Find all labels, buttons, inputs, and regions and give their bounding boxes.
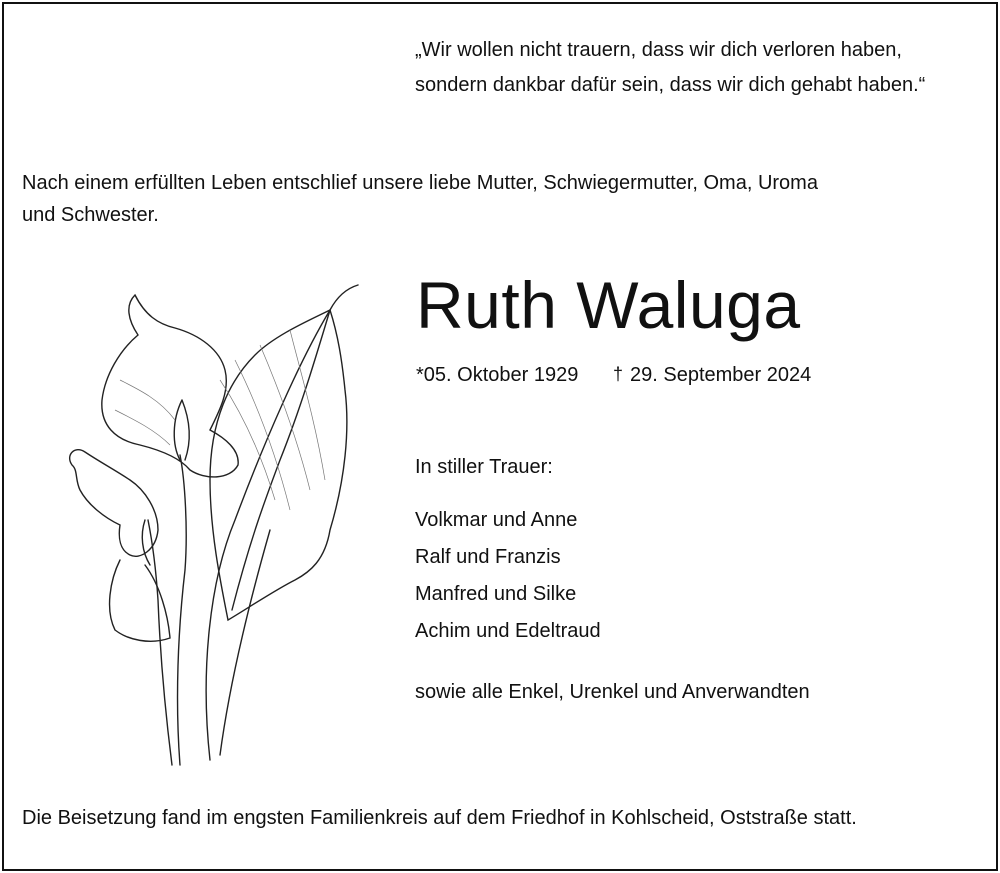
mourner-name: Achim und Edeltraud [415, 620, 601, 642]
quote-line-2: sondern dankbar dafür sein, dass wir dich gehabt haben.“ [415, 74, 926, 96]
mourning-heading: In stiller Trauer: [415, 456, 553, 478]
mourner-name: Manfred und Silke [415, 583, 577, 605]
calla-lily-drawing-icon [60, 280, 365, 770]
mourner-name: Ralf und Franzis [415, 546, 561, 568]
burial-note: Die Beisetzung fand im engsten Familienkreis auf dem Friedhof in Kohlscheid, Oststraße statt. [22, 807, 857, 829]
mourner-name: Volkmar und Anne [415, 509, 578, 531]
additional-mourners: sowie alle Enkel, Urenkel und Anverwandten [415, 681, 810, 703]
birth-date: *05. Oktober 1929 [416, 364, 579, 386]
intro-line-1: Nach einem erfüllten Leben entschlief unsere liebe Mutter, Schwiegermutter, Oma, Uroma [22, 172, 818, 194]
quote-line-1: „Wir wollen nicht trauern, dass wir dich verloren haben, [415, 39, 902, 61]
death-date: 29. September 2024 [630, 364, 812, 386]
deceased-name: Ruth Waluga [416, 268, 801, 342]
intro-line-2: und Schwester. [22, 204, 159, 226]
cross-icon: † [613, 364, 624, 384]
